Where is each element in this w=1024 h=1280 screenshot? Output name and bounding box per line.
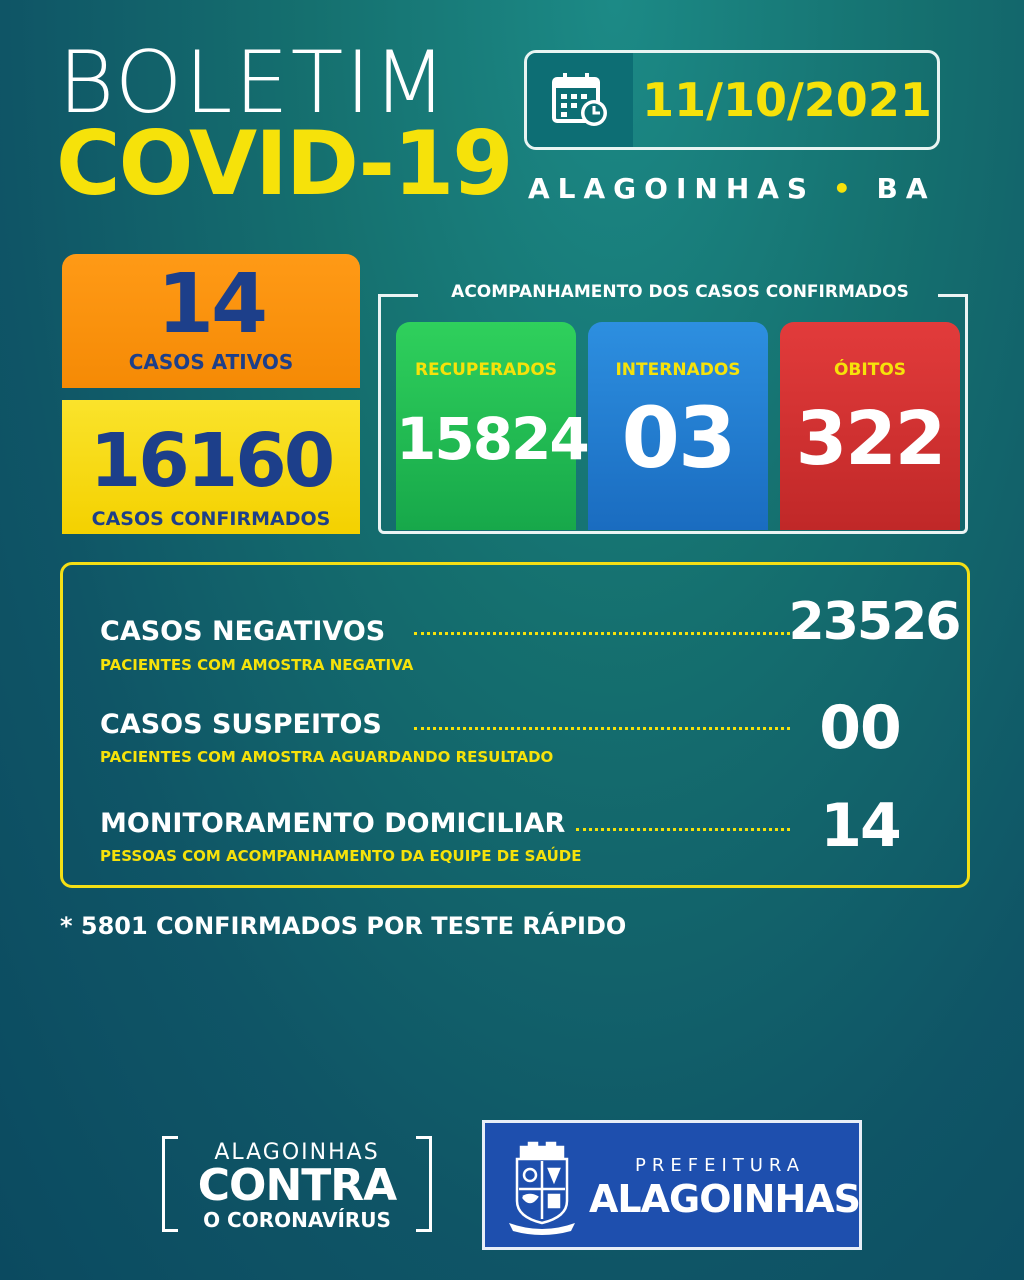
recovered-value: 15824 (396, 405, 588, 473)
campaign-line3: O CORONAVÍRUS (203, 1208, 391, 1232)
hospitalized-card (588, 322, 768, 530)
city-name: ALAGOINHAS (528, 172, 816, 205)
home-monitoring-value: 14 (820, 791, 900, 861)
suspect-label: CASOS SUSPEITOS (100, 709, 382, 740)
state-name: BA (876, 172, 936, 205)
recovered-label: RECUPERADOS (414, 360, 558, 380)
negative-sublabel: PACIENTES COM AMOSTRA NEGATIVA (100, 656, 414, 674)
campaign-line2: CONTRA (197, 1160, 397, 1211)
hospitalized-label: INTERNADOS (615, 360, 741, 380)
hospitalized-value: 03 (621, 389, 735, 487)
title-boletim: BOLETIM (58, 33, 449, 133)
suspect-value: 00 (819, 693, 901, 763)
title-covid: COVID-19 (56, 112, 512, 215)
home-monitoring-sublabel: PESSOAS COM ACOMPANHAMENTO DA EQUIPE DE SAÚDE (100, 847, 582, 865)
active-cases-label: CASOS ATIVOS (128, 350, 294, 374)
confirmed-cases-card (62, 400, 360, 534)
campaign-logo (162, 1136, 432, 1232)
recovered-card (396, 322, 588, 530)
prefeitura-line1: PREFEITURA (634, 1155, 806, 1176)
rapid-test-footnote: * 5801 CONFIRMADOS POR TESTE RÁPIDO (60, 912, 627, 940)
suspect-leader-dots (414, 727, 790, 730)
separator-dot: • (832, 172, 859, 205)
location (528, 172, 948, 205)
prefeitura-line2: ALAGOINHAS (589, 1177, 861, 1221)
active-cases-card (62, 254, 360, 388)
home-monitoring-label: MONITORAMENTO DOMICILIAR (100, 808, 566, 839)
negative-value: 23526 (788, 592, 960, 652)
calendar-clock-icon (527, 53, 633, 147)
confirmed-cases-value: 16160 (89, 418, 333, 504)
tracking-title: ACOMPANHAMENTO DOS CASOS CONFIRMADOS (451, 282, 909, 302)
confirmed-cases-label: CASOS CONFIRMADOS (91, 508, 331, 530)
deaths-label: ÓBITOS (833, 360, 907, 380)
negative-label: CASOS NEGATIVOS (100, 616, 386, 647)
active-cases-value: 14 (156, 257, 266, 352)
bulletin-date: 11/10/2021 (642, 73, 932, 127)
negative-leader-dots (414, 632, 790, 635)
prefeitura-logo (482, 1120, 862, 1250)
home-monitoring-leader-dots (576, 828, 790, 831)
city-crest-icon (507, 1139, 577, 1235)
campaign-line1: ALAGOINHAS (214, 1140, 380, 1165)
deaths-value: 322 (795, 396, 945, 482)
date-box (524, 50, 940, 150)
suspect-sublabel: PACIENTES COM AMOSTRA AGUARDANDO RESULTADO (100, 748, 554, 766)
deaths-card (780, 322, 960, 530)
